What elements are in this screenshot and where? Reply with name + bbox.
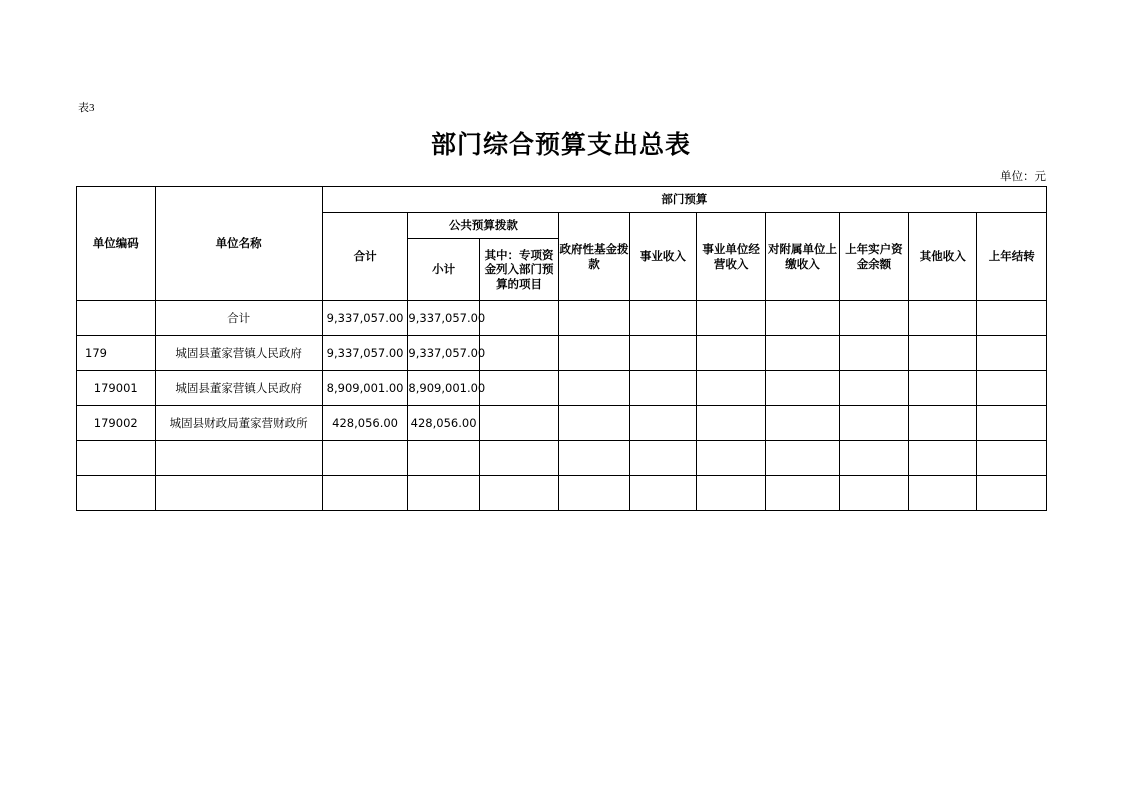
cell-total: 8,909,001.00 xyxy=(322,371,408,406)
col-subtotal: 小计 xyxy=(408,239,479,301)
col-gov-fund-appropriation: 政府性基金拨款 xyxy=(559,213,629,301)
budget-expenditure-table xyxy=(76,186,1047,511)
cell-gov-fund xyxy=(559,406,629,441)
cell-special-funds xyxy=(479,406,559,441)
cell-unit-code xyxy=(77,301,156,336)
cell-special-funds xyxy=(479,476,559,511)
cell-gov-fund xyxy=(559,371,629,406)
cell-prior-balance xyxy=(839,441,908,476)
cell-gov-fund xyxy=(559,301,629,336)
cell-subordinate-income xyxy=(766,371,839,406)
table-row xyxy=(77,476,1047,511)
cell-total: 9,337,057.00 xyxy=(322,301,408,336)
table-header-row-1 xyxy=(77,187,1047,213)
cell-operating-income xyxy=(697,336,766,371)
cell-special-funds xyxy=(479,441,559,476)
cell-unit-name xyxy=(155,476,322,511)
cell-gov-fund xyxy=(559,476,629,511)
cell-subordinate-income xyxy=(766,406,839,441)
col-subordinate-unit-income: 对附属单位上缴收入 xyxy=(766,213,839,301)
cell-other-income xyxy=(909,371,977,406)
cell-other-income xyxy=(909,301,977,336)
cell-operating-income xyxy=(697,476,766,511)
col-unit-code: 单位编码 xyxy=(77,187,156,301)
cell-subtotal: 9,337,057.00 xyxy=(408,336,479,371)
unit-note: 单位：元 xyxy=(1000,171,1046,183)
cell-business-income xyxy=(629,406,696,441)
cell-subtotal xyxy=(408,441,479,476)
cell-unit-code xyxy=(77,476,156,511)
cell-subordinate-income xyxy=(766,336,839,371)
cell-subtotal: 428,056.00 xyxy=(408,406,479,441)
cell-operating-income xyxy=(697,301,766,336)
col-prior-year-balance: 上年实户资金余额 xyxy=(839,213,908,301)
cell-operating-income xyxy=(697,441,766,476)
cell-other-income xyxy=(909,406,977,441)
cell-operating-income xyxy=(697,371,766,406)
cell-other-income xyxy=(909,336,977,371)
cell-unit-code: 179001 xyxy=(77,371,156,406)
cell-prior-balance xyxy=(839,406,908,441)
cell-total: 9,337,057.00 xyxy=(322,336,408,371)
cell-unit-name: 城固县董家营镇人民政府 xyxy=(155,336,322,371)
col-prior-year-carryover: 上年结转 xyxy=(977,213,1047,301)
col-operating-income: 事业单位经营收入 xyxy=(697,213,766,301)
cell-business-income xyxy=(629,371,696,406)
table-row xyxy=(77,371,1047,406)
cell-business-income xyxy=(629,301,696,336)
col-special-funds: 其中：专项资金列入部门预算的项目 xyxy=(479,239,559,301)
col-total: 合计 xyxy=(322,213,408,301)
cell-business-income xyxy=(629,336,696,371)
cell-carryover xyxy=(977,301,1047,336)
cell-carryover xyxy=(977,476,1047,511)
cell-special-funds xyxy=(479,336,559,371)
table-row xyxy=(77,301,1047,336)
sheet-tag: 表3 xyxy=(78,102,95,114)
cell-carryover xyxy=(977,336,1047,371)
cell-unit-name xyxy=(155,441,322,476)
cell-unit-name: 城固县董家营镇人民政府 xyxy=(155,371,322,406)
cell-unit-code xyxy=(77,441,156,476)
cell-other-income xyxy=(909,476,977,511)
cell-subtotal: 8,909,001.00 xyxy=(408,371,479,406)
cell-subtotal: 9,337,057.00 xyxy=(408,301,479,336)
cell-total xyxy=(322,441,408,476)
cell-gov-fund xyxy=(559,441,629,476)
table-row xyxy=(77,441,1047,476)
cell-special-funds xyxy=(479,301,559,336)
cell-subordinate-income xyxy=(766,301,839,336)
cell-special-funds xyxy=(479,371,559,406)
col-business-income: 事业收入 xyxy=(629,213,696,301)
cell-prior-balance xyxy=(839,476,908,511)
col-other-income: 其他收入 xyxy=(909,213,977,301)
col-unit-name: 单位名称 xyxy=(155,187,322,301)
cell-unit-code: 179002 xyxy=(77,406,156,441)
cell-unit-name: 合计 xyxy=(155,301,322,336)
cell-operating-income xyxy=(697,406,766,441)
cell-total: 428,056.00 xyxy=(322,406,408,441)
cell-carryover xyxy=(977,406,1047,441)
col-public-budget-appropriation: 公共预算拨款 xyxy=(408,213,559,239)
cell-gov-fund xyxy=(559,336,629,371)
table-row xyxy=(77,406,1047,441)
cell-total xyxy=(322,476,408,511)
cell-prior-balance xyxy=(839,371,908,406)
cell-other-income xyxy=(909,441,977,476)
cell-unit-name: 城固县财政局董家营财政所 xyxy=(155,406,322,441)
cell-business-income xyxy=(629,476,696,511)
table-body xyxy=(77,301,1047,511)
cell-subtotal xyxy=(408,476,479,511)
cell-subordinate-income xyxy=(766,476,839,511)
col-dept-budget-group: 部门预算 xyxy=(322,187,1046,213)
cell-unit-code: 179 xyxy=(77,336,156,371)
cell-prior-balance xyxy=(839,301,908,336)
cell-business-income xyxy=(629,441,696,476)
table-row xyxy=(77,336,1047,371)
cell-carryover xyxy=(977,371,1047,406)
cell-prior-balance xyxy=(839,336,908,371)
page-title: 部门综合预算支出总表 xyxy=(430,130,691,159)
cell-subordinate-income xyxy=(766,441,839,476)
cell-carryover xyxy=(977,441,1047,476)
